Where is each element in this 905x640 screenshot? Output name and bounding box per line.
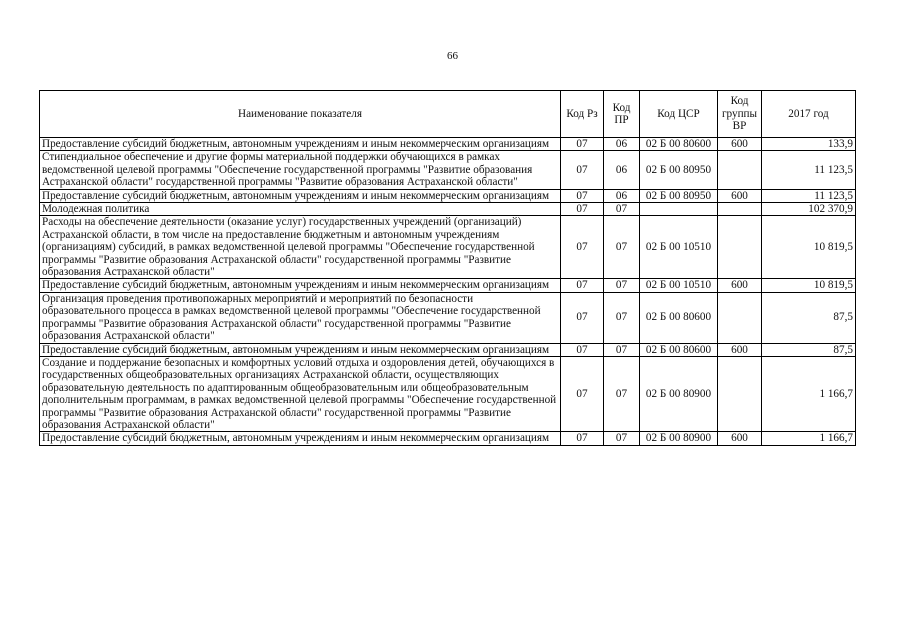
row-name: Молодежная политика	[40, 203, 561, 216]
row-name: Стипендиальное обеспечение и другие формы материальной поддержки обучающихся в рамках ведомственной целевой программы "Обеспечение государственной программы "Развитие образования Астраханской области" государственной программы "Развитие образования Астраханской области"	[40, 151, 561, 189]
row-csr	[640, 203, 718, 216]
row-name: Предоставление субсидий бюджетным, автономным учреждениям и иным некоммерческим организациям	[40, 189, 561, 202]
table-row	[40, 292, 856, 343]
row-pr: 06	[604, 138, 640, 151]
table-row	[40, 138, 856, 151]
row-vr	[718, 356, 762, 431]
row-vr	[718, 292, 762, 343]
row-pr: 07	[604, 292, 640, 343]
row-rz: 07	[561, 216, 604, 279]
table-row	[40, 432, 856, 445]
row-csr: 02 Б 00 80600	[640, 292, 718, 343]
row-pr: 07	[604, 203, 640, 216]
table-row	[40, 356, 856, 431]
row-rz: 07	[561, 203, 604, 216]
row-name: Предоставление субсидий бюджетным, автономным учреждениям и иным некоммерческим организациям	[40, 432, 561, 445]
row-csr: 02 Б 00 80900	[640, 432, 718, 445]
row-rz: 07	[561, 343, 604, 356]
row-vr: 600	[718, 138, 762, 151]
row-pr: 06	[604, 151, 640, 189]
header-rz: Код Рз	[561, 91, 604, 138]
row-pr: 07	[604, 356, 640, 431]
row-rz: 07	[561, 292, 604, 343]
table-row	[40, 216, 856, 279]
row-rz: 07	[561, 279, 604, 292]
row-amount: 87,5	[762, 292, 856, 343]
header-csr: Код ЦСР	[640, 91, 718, 138]
row-rz: 07	[561, 151, 604, 189]
row-csr: 02 Б 00 80600	[640, 343, 718, 356]
row-amount: 1 166,7	[762, 432, 856, 445]
row-vr	[718, 216, 762, 279]
row-name: Предоставление субсидий бюджетным, автономным учреждениям и иным некоммерческим организациям	[40, 279, 561, 292]
row-amount: 133,9	[762, 138, 856, 151]
row-rz: 07	[561, 138, 604, 151]
table-row	[40, 203, 856, 216]
row-csr: 02 Б 00 10510	[640, 216, 718, 279]
row-rz: 07	[561, 189, 604, 202]
row-amount: 11 123,5	[762, 151, 856, 189]
row-vr: 600	[718, 343, 762, 356]
table-row	[40, 189, 856, 202]
row-pr: 07	[604, 216, 640, 279]
row-pr: 07	[604, 343, 640, 356]
row-amount: 102 370,9	[762, 203, 856, 216]
row-pr: 06	[604, 189, 640, 202]
row-csr: 02 Б 00 80600	[640, 138, 718, 151]
row-amount: 11 123,5	[762, 189, 856, 202]
row-csr: 02 Б 00 10510	[640, 279, 718, 292]
page-number: 66	[447, 50, 458, 62]
row-name: Организация проведения противопожарных мероприятий и мероприятий по безопасности образовательного процесса в рамках ведомственной целевой программы "Обеспечение государственной программы "Развитие образования Астраханской области" государственной программы "Развитие образования Астраханской области"	[40, 292, 561, 343]
row-name: Расходы на обеспечение деятельности (оказание услуг) государственных учреждений (организаций) Астраханской области, в том числе на предоставление бюджетным и автономным учреждениям (организациям) субсидий, в рамках ведомственной целевой программы "Обеспечение государственной программы "Развитие образования Астраханской области" государственной программы "Развитие образования Астраханской области"	[40, 216, 561, 279]
row-amount: 10 819,5	[762, 216, 856, 279]
table-row	[40, 151, 856, 189]
header-year: 2017 год	[762, 91, 856, 138]
table-row	[40, 279, 856, 292]
row-csr: 02 Б 00 80900	[640, 356, 718, 431]
row-rz: 07	[561, 432, 604, 445]
row-vr	[718, 151, 762, 189]
row-pr: 07	[604, 432, 640, 445]
header-pr: Код ПР	[604, 91, 640, 138]
row-name: Создание и поддержание безопасных и комфортных условий отдыха и оздоровления детей, обучающихся в государственных общеобразовательных организациях Астраханской области, осуществляющих образовательную деятельность по адаптированным общеобразовательным или общеобразовательным дополнительным программам, в рамках ведомственной целевой программы "Обеспечение государственной программы "Развитие образования Астраханской области" государственной программы "Развитие образования Астраханской области"	[40, 356, 561, 431]
row-rz: 07	[561, 356, 604, 431]
row-vr: 600	[718, 432, 762, 445]
header-vr: Код группы ВР	[718, 91, 762, 138]
row-vr	[718, 203, 762, 216]
row-vr: 600	[718, 189, 762, 202]
table-row	[40, 343, 856, 356]
row-amount: 1 166,7	[762, 356, 856, 431]
budget-table	[39, 90, 856, 446]
row-vr: 600	[718, 279, 762, 292]
row-csr: 02 Б 00 80950	[640, 189, 718, 202]
table-header-row	[40, 91, 856, 138]
row-pr: 07	[604, 279, 640, 292]
row-csr: 02 Б 00 80950	[640, 151, 718, 189]
row-amount: 10 819,5	[762, 279, 856, 292]
row-name: Предоставление субсидий бюджетным, автономным учреждениям и иным некоммерческим организациям	[40, 343, 561, 356]
header-name: Наименование показателя	[40, 91, 561, 138]
row-amount: 87,5	[762, 343, 856, 356]
row-name: Предоставление субсидий бюджетным, автономным учреждениям и иным некоммерческим организациям	[40, 138, 561, 151]
